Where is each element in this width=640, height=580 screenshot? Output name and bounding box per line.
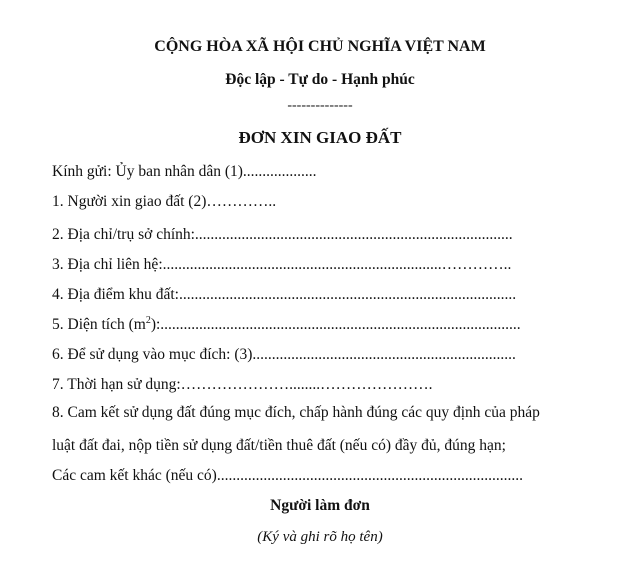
land-location-field: 4. Địa điểm khu đất:....................................................................................... [52,286,517,303]
commitment-line-1: 8. Cam kết sử dụng đất đúng mục đích, chấp hành đúng các quy định của pháp [52,404,540,421]
contact-address-field: 3. Địa chỉ liên hệ:........................................................................………….. [52,256,512,273]
area-field [52,316,521,334]
area-superscript: 2 [145,314,151,326]
commitment-line-2: luật đất đai, nộp tiền sử dụng đất/tiền thuê đất (nếu có) đầy đủ, đúng hạn; [52,437,506,454]
area-dots: ):............................................................................................. [150,316,521,333]
header-divider: -------------- [287,98,353,113]
recipient-line: Kính gửi: Ủy ban nhân dân (1)................... [52,163,317,180]
document-title: ĐƠN XIN GIAO ĐẤT [238,128,402,147]
applicant-field: 1. Người xin giao đất (2)………….. [52,193,277,210]
area-label: 5. Diện tích (m [52,316,146,333]
headquarters-address-field: 2. Địa chỉ/trụ sở chính:.................................................................................. [52,226,513,243]
other-commitments-field: Các cam kết khác (nếu có)............................................................................... [52,467,523,484]
signer-label: Người làm đơn [270,497,370,514]
national-motto: Độc lập - Tự do - Hạnh phúc [225,71,415,88]
national-title: CỘNG HÒA XÃ HỘI CHỦ NGHĨA VIỆT NAM [154,38,486,55]
signature-note: (Ký và ghi rõ họ tên) [257,529,383,545]
land-purpose-field: 6. Để sử dụng vào mục đích: (3).................................................................... [52,346,516,363]
usage-term-field: 7. Thời hạn sử dụng:…………………........…………………. [52,376,433,393]
